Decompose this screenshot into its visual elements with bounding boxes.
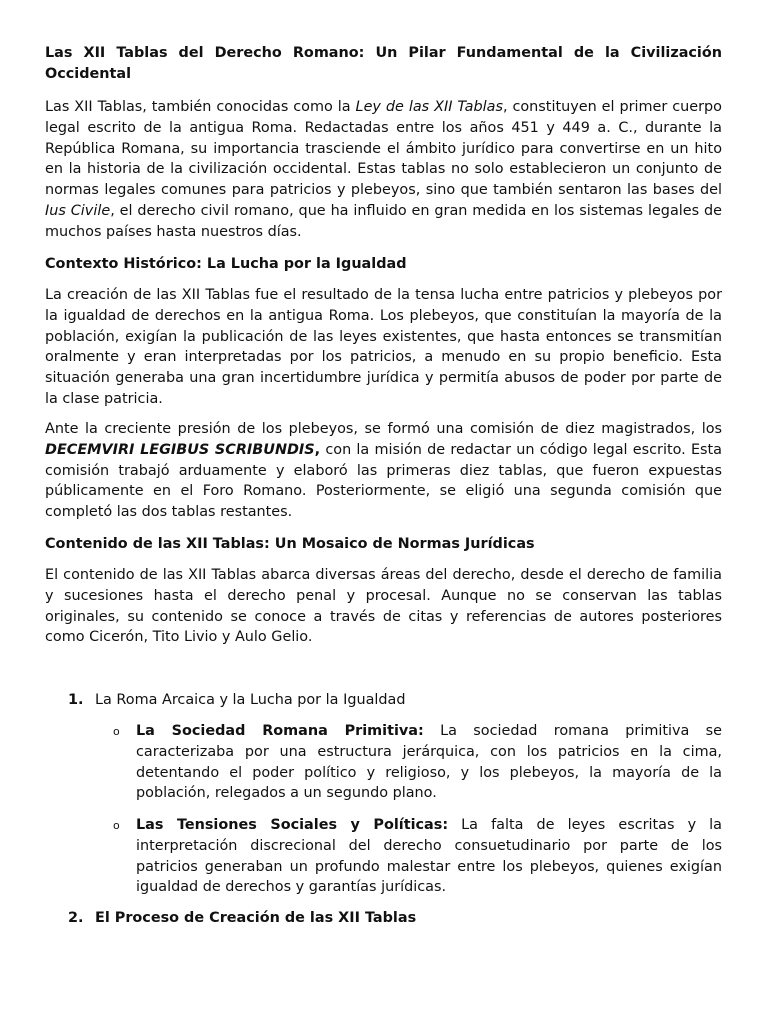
contexto-paragraph-2	[45, 419, 722, 523]
intro-text-c: , constituyen el primer cuerpo legal escrito de la antigua Roma. Redactadas entre los años 451 y 449 a. C., durante la República Romana, su importancia trasciende el ámbito jurídico para convertirse en un hito en la historia de la civilización occidental. Estas tablas no solo establecieron un conjunto de normas legales comunes para patricios y plebeyos, sino que también sentaron las bases del	[45, 99, 722, 199]
sub-item-sociedad	[136, 721, 722, 804]
intro-text-e: , el derecho civil romano, que ha influido en gran medida en los sistemas legales de muchos países hasta nuestros días.	[45, 202, 723, 240]
intro-italic-ley: Ley de las XII Tablas	[355, 99, 503, 115]
sub-item-sociedad-text: La sociedad romana primitiva se caracterizaba por una estructura jerárquica, con los patricios en la cima, detentando el poder político y religioso, y los plebeyos, la mayoría de la población, relegados a un segundo plano.	[136, 723, 722, 802]
bullet-icon: o	[113, 725, 120, 738]
decemviri-comma: ,	[314, 441, 321, 458]
contenido-paragraph: El contenido de las XII Tablas abarca diversas áreas del derecho, desde el derecho de familia y sucesiones hasta el derecho penal y procesal. Aunque no se conservan las tablas originales, su contenido se conoce a través de citas y referencias de autores posteriores como Cicerón, Tito Livio y Aulo Gelio.	[45, 567, 722, 646]
document-title: Las XII Tablas del Derecho Romano: Un Pilar Fundamental de la Civilización Occidental	[45, 45, 722, 82]
list-item-1-number: 1.	[68, 692, 84, 708]
intro-italic-ius-civile: Ius Civile	[45, 202, 111, 219]
section-heading-contenido: Contenido de las XII Tablas: Un Mosaico de Normas Jurídicas	[45, 536, 535, 552]
list-item-2-text: El Proceso de Creación de las XII Tablas	[95, 910, 417, 926]
contexto-p2-text-d: con la misión de redactar un código legal escrito. Esta comisión trabajó arduamente y elaboró las primeras diez tablas, que fueron expuestas públicamente en el Foro Romano. Posteriormente, se eligió una segunda comisión que completó las dos tablas restantes.	[45, 441, 722, 521]
sub-item-sociedad-label: La Sociedad Romana Primitiva:	[136, 723, 424, 739]
sub-item-tensiones-label: Las Tensiones Sociales y Políticas:	[136, 817, 449, 833]
list-item-2-number: 2.	[68, 910, 84, 926]
section-heading-contexto: Contexto Histórico: La Lucha por la Igualdad	[45, 256, 407, 272]
bullet-icon: o	[113, 819, 120, 832]
intro-text-a: Las XII Tablas, también conocidas como la	[45, 99, 356, 115]
list-item-1-text: La Roma Arcaica y la Lucha por la Igualdad	[95, 692, 406, 708]
decemviri-term: DECEMVIRI LEGIBUS SCRIBUNDIS	[45, 441, 315, 458]
intro-paragraph	[45, 97, 722, 243]
contexto-p2-text-a: Ante la creciente presión de los plebeyos, se formó una comisión de diez magistrados, los	[45, 421, 722, 437]
sub-item-tensiones	[136, 815, 722, 898]
sub-item-tensiones-text: La falta de leyes escritas y la interpretación discrecional del derecho consuetudinario por parte de los patricios generaban un profundo malestar entre los plebeyos, quienes exigían igualdad de derechos y garantías jurídicas.	[136, 817, 722, 896]
contexto-paragraph-1: La creación de las XII Tablas fue el resultado de la tensa lucha entre patricios y plebeyos por la igualdad de derechos en la antigua Roma. Los plebeyos, que constituían la mayoría de la población, exigían la publicación de las leyes existentes, que hasta entonces se transmitían oralmente y eran interpretadas por los patricios, a menudo en su propio beneficio. Esta situación generaba una gran incertidumbre jurídica y permitía abusos de poder por parte de la clase patricia.	[45, 287, 722, 407]
